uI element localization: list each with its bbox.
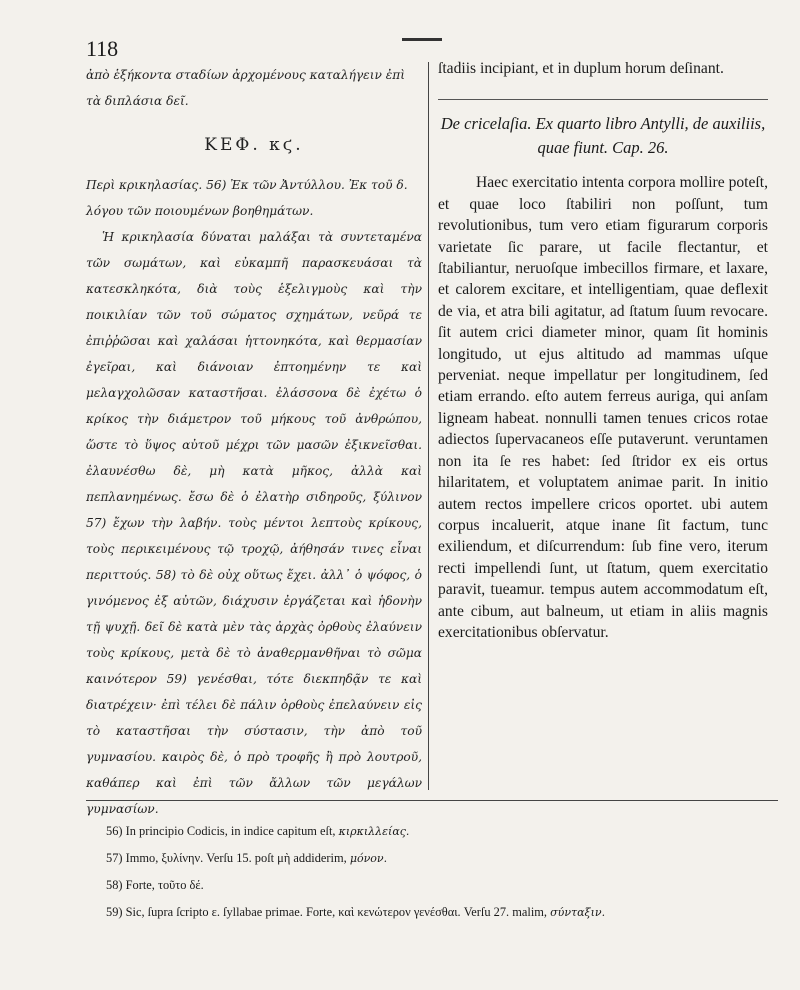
latin-fragment: ſtadiis incipiant, et in duplum horum deſinant. [438, 60, 724, 77]
header-rule [402, 38, 442, 41]
page-number: 118 [86, 36, 119, 61]
footnote-59: 59) Sic, ſupra ſcripto ε. ſyllabae primae. Forte, καὶ κενώτερον γενέσθαι. Verſu 27. malim, σύνταξιν. [106, 905, 606, 919]
greek-body: Ἡ κρικηλασία δύναται μαλάξαι τὰ συντεταμένα τῶν σωμάτων, καὶ εὐκαμπῆ παρασκευάσαι τὰ κατεσκληκότα, διὰ τοὺς ἑξελιγμοὺς καὶ τὴν ποικιλίαν τῶν τοῦ σώματος σχημάτων, νεῦρά τε ἐπιῤῥῶσαι καὶ χαλάσαι ἡττονηκότα, καὶ θερμασίαν ἐγεῖραι, καὶ διάνοιαν ἐπτοημένην τε καὶ μελαγχολῶσαν καταστῆσαι. ἐλάσσονα δὲ ἐχέτω ὁ κρίκος τὴν διάμετρον τοῦ μήκους τοῦ ἀνθρώπου, ὥστε τὸ ὕψος αὐτοῦ μέχρι τῶν μασῶν ἐξικνεῖσθαι. ἐλαυνέσθω δὲ, μὴ κατὰ μῆκος, ἀλλὰ καὶ πεπλανημένως. ἔσω δὲ ὁ ἐλατὴρ σιδηροῦς, ξύλινον 57) ἔχων τὴν λαβήν. τοὺς μέντοι λεπτοὺς κρίκους, τοὺς περικειμένους τῷ τροχῷ, ἀήθησάν τινες εἶναι περιττούς. 58) τὸ δὲ οὐχ οὕτως ἔχει. ἀλλ᾽ ὁ ψόφος, ὁ γινόμενος ἐξ αὐτῶν, διάχυσιν ἐργάζεται καὶ ἡδονὴν τῇ ψυχῇ. δεῖ δὲ κατὰ μὲν τὰς ἀρχὰς ὀρθοὺς ἐλαύνειν τοὺς κρίκους, μετὰ δὲ τὸ ἀναθερμανθῆναι τὸ σῶμα καινότερον 59) γενέσθαι, τότε διεκπηδᾷν τε καὶ διατρέχειν· ἐπὶ τέλει δὲ πάλιν ὀρθοὺς ἐπελαύνειν εἰς τὸ καταστῆσαι τὴν σύστασιν, τὴν ἀπὸ τοῦ γυμνασίου. καιρὸς δὲ, ὁ πρὸ τροφῆς ἢ πρὸ λουτροῦ, καθάπερ καὶ ἐπὶ τῶν ἄλλων τῶν μεγάλων γυμνασίων. [86, 230, 422, 816]
latin-column [438, 58, 768, 643]
latin-heading: De cricelaſia. Ex quarto libro Antylli, de auxiliis, quae fiunt. Cap. 26. [440, 114, 766, 158]
greek-heading: Περὶ κρικηλασίας. 56) Ἐκ τῶν Ἀντύλλου. Ἐκ τοῦ δ. λόγου τῶν ποιουμένων βοηθημάτων. [86, 178, 408, 218]
column-divider [428, 62, 429, 790]
chapter-title: ΚΕΦ. κϛ. [204, 135, 304, 155]
greek-fragment: ἀπὸ ἑξήκοντα σταδίων ἀρχομένους καταλήγειν ἐπὶ τὰ διπλάσια δεῖ. [86, 68, 406, 108]
latin-body: Haec exercitatio intenta corpora mollire poteſt, et quae loco ſtabiliri non poſſunt, tum revolutionibus, tum vero etiam figurarum corporis varietate ſic parare, ut facile flectantur, et ſtabiliantur, neruoſque imbecillos firmare, et laxare, et calorem excitare, et intelligentiam, quae deflexit de via, et atra bili agitatur, ad ſtatum ſuum revocare. ſit autem crici diameter minor, quam ſit hominis longitudo, ut ejus altitudo ad mammas uſque perveniat. neque impellatur per longitudinem, ſed etiam errando. eſto autem ferreus auriga, qui anſam ligneam habeat. nonnulli tamen tenues cricos rotae adiectos ſupervacaneos eſſe putaverunt. veruntamen non ita ſe res habet: ſed ſtridor ex eis ortus hilaritatem, et voluptatem animae parit. In initio autem rectos impellere cricos oportet. ubi autem corpus incaluerit, atque inane ſit factum, tunc exiliendum, et diſcurrendum: ſub fine vero, iterum recti impellendi ſunt, ut ſtatum, quem exercitatio paravit, tueamur. tempus autem accommodatum eſt, ante cibum, aut balneum, ut etiam in aliis magnis exercitationibus obſervatur. [438, 174, 768, 641]
footnote-56: 56) In principio Codicis, in indice capitum eſt, κιρκιλλείας. [106, 824, 410, 838]
footnote-57: 57) Immo, ξυλίνην. Verſu 15. poſt μὴ addiderim, μόνον. [106, 851, 388, 865]
footnote-rule [86, 800, 778, 801]
greek-column [86, 62, 422, 822]
footnotes [106, 818, 776, 926]
latin-rule [438, 99, 768, 100]
footnote-58: 58) Forte, τοῦτο δέ. [106, 878, 204, 892]
